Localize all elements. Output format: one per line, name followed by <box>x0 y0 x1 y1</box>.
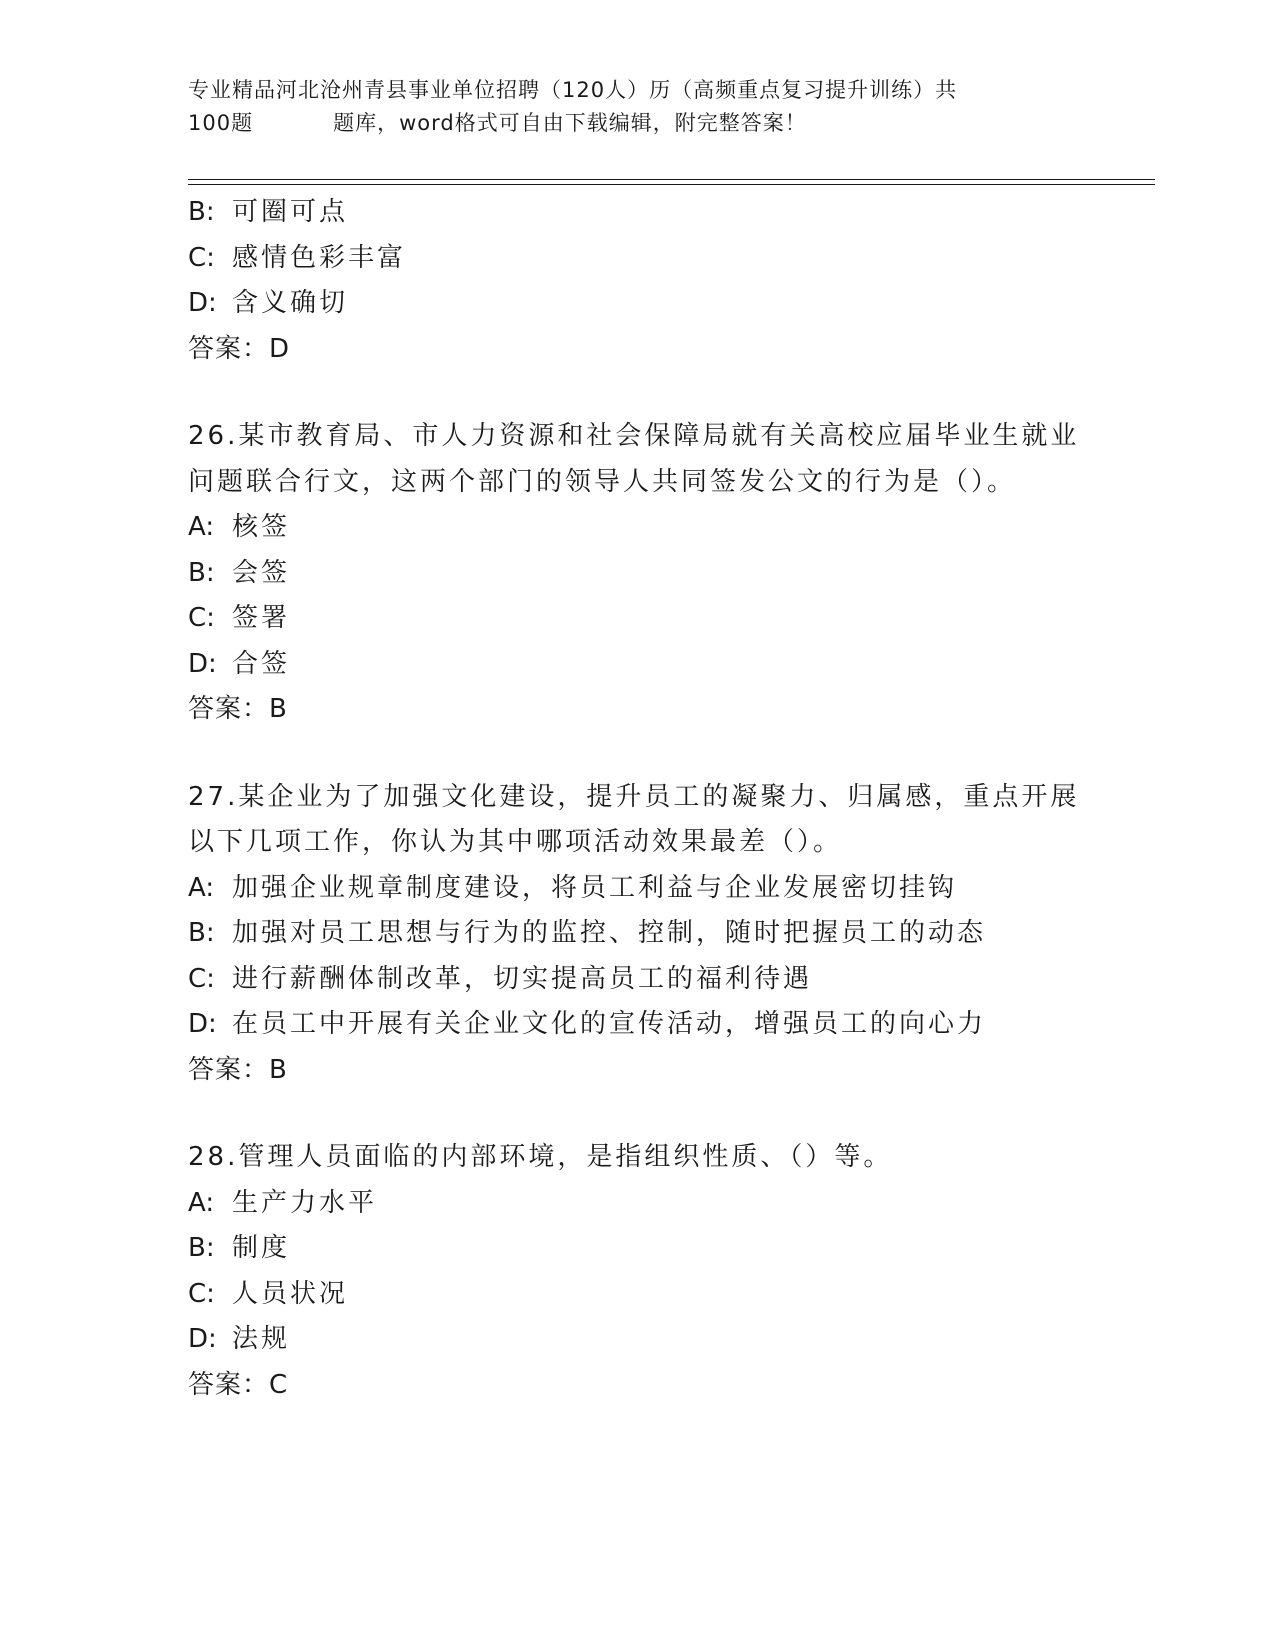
question-stem: 27.某企业为了加强文化建设，提升员工的凝聚力、归属感，重点开展 <box>188 781 1080 812</box>
option-b: B: 加强对员工思想与行为的监控、控制，随时把握员工的动态 <box>188 918 987 948</box>
header-divider-top <box>188 179 1155 180</box>
answer-line: 答案：B <box>188 1054 288 1085</box>
answer-line: 答案：B <box>188 694 288 724</box>
option-c: C: 进行薪酬体制改革，切实提高员工的福利待遇 <box>188 963 813 994</box>
option-d: D: 法规 <box>188 1324 291 1354</box>
header-divider-bottom <box>188 184 1155 185</box>
header-count: 100题 <box>188 111 254 135</box>
header-subtitle: 题库，word格式可自由下载编辑，附完整答案！ <box>333 111 807 135</box>
question-stem: 问题联合行文，这两个部门的领导人共同签发公文的行为是（）。 <box>188 466 1017 497</box>
question-content <box>188 190 1088 1408</box>
option-a: A: 核签 <box>188 512 291 542</box>
option-b: B: 可圈可点 <box>188 197 349 227</box>
document-header <box>188 74 1068 140</box>
question-28 <box>188 1135 1088 1408</box>
option-b: B: 制度 <box>188 1233 291 1263</box>
question-stem: 26.某市教育局、市人力资源和社会保障局就有关高校应届毕业生就业 <box>188 421 1080 451</box>
option-c: C: 签署 <box>188 603 291 633</box>
answer-line: 答案：D <box>188 333 291 364</box>
option-a: A: 加强企业规章制度建设，将员工利益与企业发展密切挂钩 <box>188 872 958 903</box>
question-stem: 28.管理人员面临的内部环境，是指组织性质、（）等。 <box>188 1142 893 1172</box>
answer-line: 答案：C <box>188 1369 289 1400</box>
option-d: D: 含义确切 <box>188 288 349 318</box>
option-d: D: 合签 <box>188 648 291 679</box>
header-title-line-1: 专业精品河北沧州青县事业单位招聘（120人）历（高频重点复习提升训练）共 <box>188 78 958 102</box>
question-25-continued <box>188 190 1088 372</box>
option-a: A: 生产力水平 <box>188 1187 378 1218</box>
option-d: D: 在员工中开展有关企业文化的宣传活动，增强员工的向心力 <box>188 1009 987 1039</box>
question-stem: 以下几项工作，你认为其中哪项活动效果最差（）。 <box>188 827 843 857</box>
option-c: C: 感情色彩丰富 <box>188 242 407 273</box>
question-27 <box>188 775 1088 1094</box>
option-b: B: 会签 <box>188 557 291 588</box>
header-title-line-2 <box>188 107 1068 140</box>
question-26 <box>188 414 1088 733</box>
option-c: C: 人员状况 <box>188 1278 349 1309</box>
